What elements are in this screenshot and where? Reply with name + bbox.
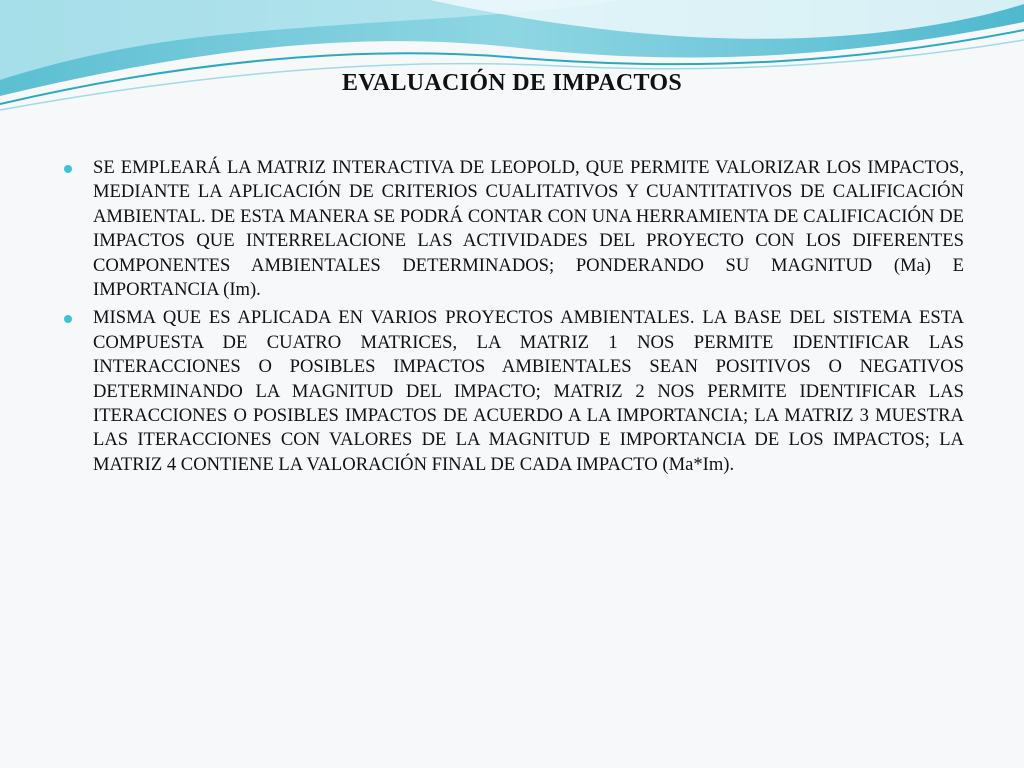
- bullet-dot-icon: [64, 315, 72, 323]
- bullet-item-leopold: [64, 156, 964, 302]
- bullet-text: SE EMPLEARÁ LA MATRIZ INTERACTIVA DE LEOPOLD, QUE PERMITE VALORIZAR LOS IMPACTOS, MEDIANTE LA APLICACIÓN DE CRITERIOS CUALITATIVOS Y CUANTITATIVOS DE CALIFICACIÓN AMBIENTAL. DE ESTA MANERA SE PODRÁ CONTAR CON UNA HERRAMIENTA DE CALIFICACIÓN DE IMPACTOS QUE INTERRELACIONE LAS ACTIVIDADES DEL PROYECTO CON LOS DIFERENTES COMPONENTES AMBIENTALES DETERMINADOS; PONDERANDO SU MAGNITUD (Ma) E IMPORTANCIA (Im).: [93, 157, 964, 301]
- bullet-dot-icon: [64, 165, 72, 173]
- slide-title: EVALUACIÓN DE IMPACTOS: [342, 70, 682, 96]
- bullet-item-matrices: [64, 306, 964, 477]
- bullet-list: [64, 156, 964, 481]
- decorative-wave-header: [0, 0, 1024, 120]
- bullet-text: MISMA QUE ES APLICADA EN VARIOS PROYECTOS AMBIENTALES. LA BASE DEL SISTEMA ESTA COMPUESTA DE CUATRO MATRICES, LA MATRIZ 1 NOS PERMITE IDENTIFICAR LAS INTERACCIONES O POSIBLES IMPACTOS AMBIENTALES SEAN POSITIVOS O NEGATIVOS DETERMINANDO LA MAGNITUD DEL IMPACTO; MATRIZ 2 NOS PERMITE IDENTIFICAR LAS ITERACCIONES O POSIBLES IMPACTOS DE ACUERDO A LA IMPORTANCIA; LA MATRIZ 3 MUESTRA LAS ITERACCIONES CON VALORES DE LA MAGNITUD E IMPORTANCIA DE LOS IMPACTOS; LA MATRIZ 4 CONTIENE LA VALORACIÓN FINAL DE CADA IMPACTO (Ma*Im).: [93, 307, 964, 475]
